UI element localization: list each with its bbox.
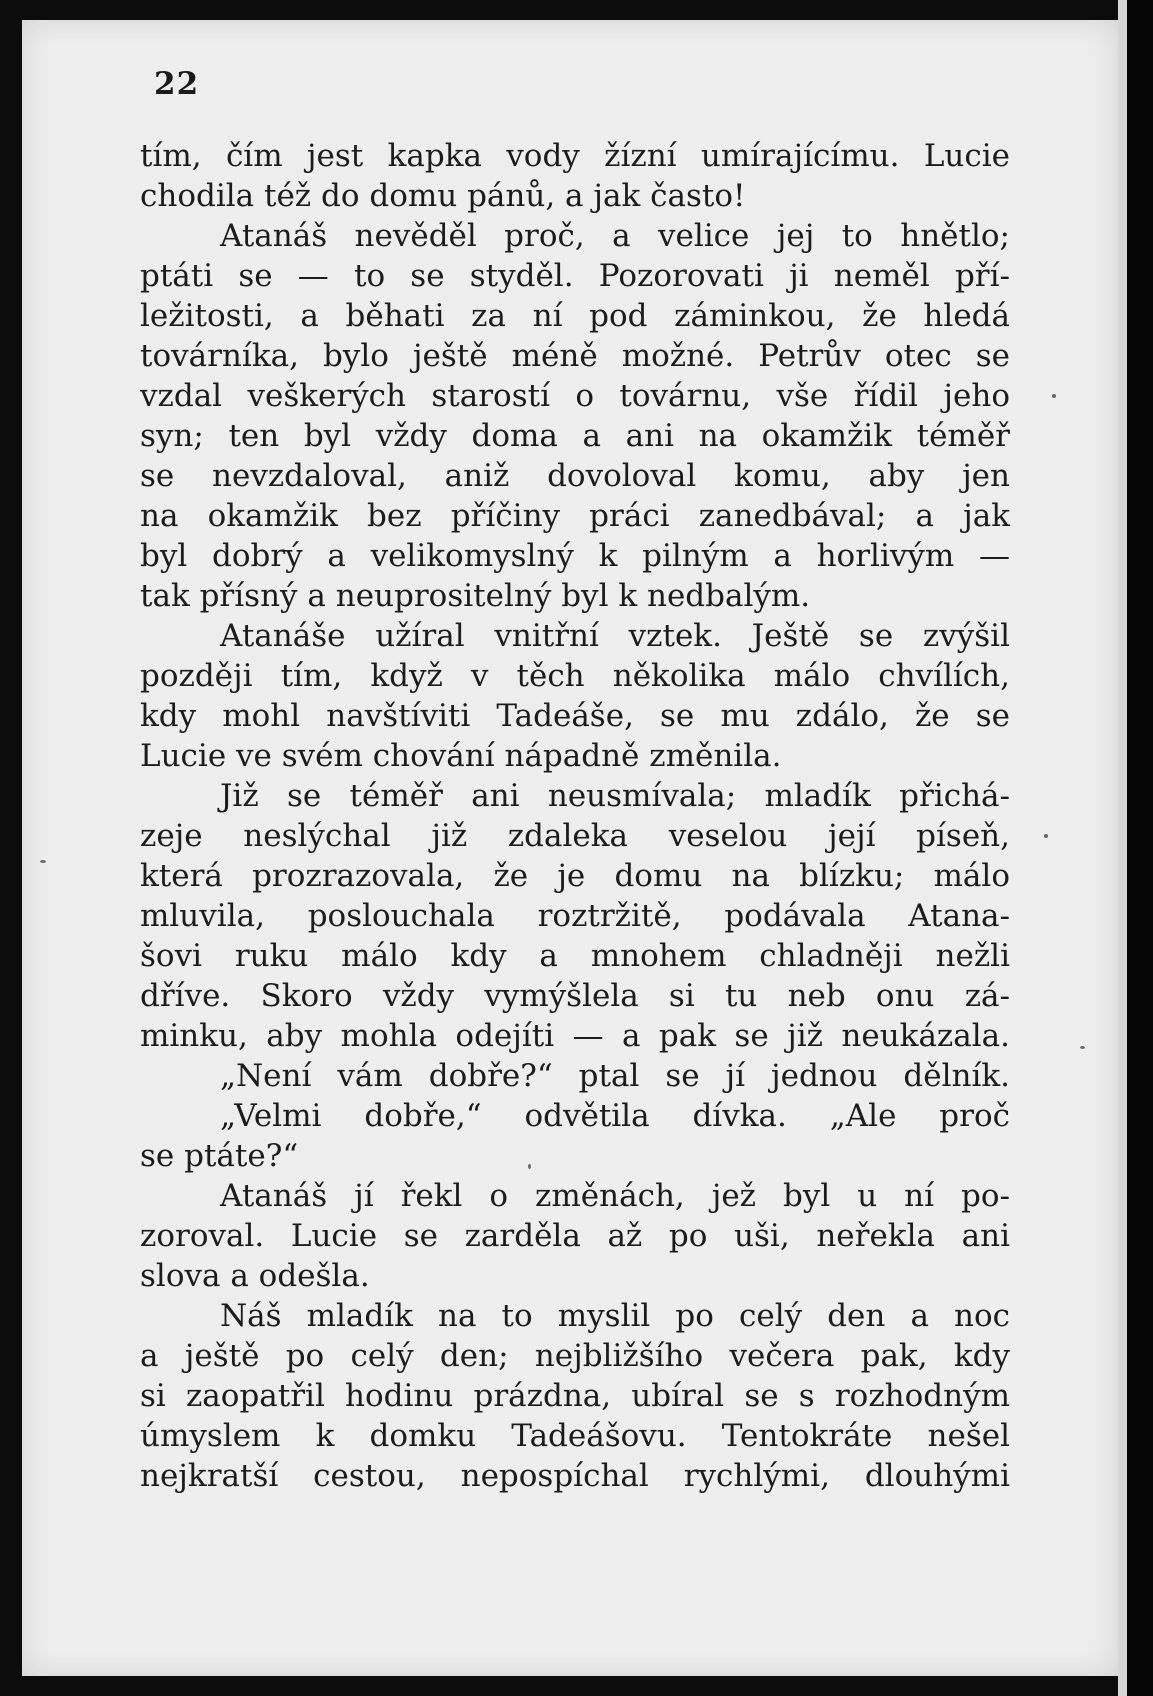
text-line: Již se téměř ani neusmívala; mladík přichá-	[220, 778, 1010, 814]
text-line: se ptáte?“	[140, 1138, 299, 1174]
text-line: později tím, když v těch několika málo chvílích,	[140, 658, 1010, 694]
paper-speck	[1080, 1046, 1085, 1049]
text-line: kdy mohl navštíviti Tadeáše, se mu zdálo, že se	[140, 698, 1010, 734]
text-line: „Velmi dobře,“ odvětila dívka. „Ale proč	[220, 1098, 1010, 1134]
text-line: tak přísný a neuprositelný byl k nedbalým.	[140, 578, 811, 614]
text-line: na okamžik bez příčiny práci zanedbával; a jak	[140, 498, 1010, 534]
body-text	[140, 136, 1010, 1496]
text-line: šovi ruku málo kdy a mnohem chladněji nežli	[140, 938, 1010, 974]
text-line: a ještě po celý den; nejbližšího večera pak, kdy	[140, 1338, 1010, 1374]
paper-speck	[528, 1164, 531, 1169]
paper-speck	[1044, 834, 1048, 838]
text-line: mluvila, poslouchala roztržitě, podávala Atana-	[140, 898, 1010, 934]
text-line: Atanáše užíral vnitřní vztek. Ještě se zvýšil	[220, 618, 1010, 654]
text-line: která prozrazovala, že je domu na blízku; málo	[140, 858, 1010, 894]
text-line: továrníka, bylo ještě méně možné. Petrův otec se	[140, 338, 1010, 374]
text-line: Atanáš jí řekl o změnách, jež byl u ní po-	[220, 1178, 1010, 1214]
text-line: nejkratší cestou, nepospíchal rychlými, dlouhými	[140, 1458, 1010, 1494]
paper-speck	[1052, 394, 1056, 398]
text-line: úmyslem k domku Tadeášovu. Tentokráte nešel	[140, 1418, 1010, 1454]
text-line: tím, čím jest kapka vody žízní umírajícímu. Lucie	[140, 138, 1010, 174]
text-line: vzdal veškerých starostí o továrnu, vše řídil jeho	[140, 378, 1010, 414]
text-line: ptáti se — to se styděl. Pozorovati ji neměl pří-	[140, 258, 1010, 294]
text-line: si zaopatřil hodinu prázdna, ubíral se s rozhodným	[140, 1378, 1010, 1414]
text-line: slova a odešla.	[140, 1258, 370, 1294]
text-line: „Není vám dobře?“ ptal se jí jednou dělník.	[220, 1058, 1010, 1094]
text-line: Náš mladík na to myslil po celý den a noc	[220, 1298, 1010, 1334]
text-line: zoroval. Lucie se zarděla až po uši, neřekla ani	[140, 1218, 1010, 1254]
text-line: zeje neslýchal již zdaleka veselou její píseň,	[140, 818, 1010, 854]
page-fold	[1118, 0, 1127, 1696]
page-number: 22	[154, 66, 200, 102]
text-line: dříve. Skoro vždy vymýšlela si tu neb onu zá-	[140, 978, 1010, 1014]
text-line: Atanáš nevěděl proč, a velice jej to hnětlo;	[220, 218, 1010, 254]
text-line: ležitosti, a běhati za ní pod záminkou, že hledá	[140, 298, 1010, 334]
text-line: Lucie ve svém chování nápadně změnila.	[140, 738, 782, 774]
text-line: chodila též do domu pánů, a jak často!	[140, 178, 746, 214]
paper-speck	[40, 860, 46, 863]
text-line: syn; ten byl vždy doma a ani na okamžik téměř	[140, 418, 1010, 454]
text-line: byl dobrý a velikomyslný k pilným a horlivým —	[140, 538, 1010, 574]
text-line: se nevzdaloval, aniž dovoloval komu, aby jen	[140, 458, 1010, 494]
text-line: minku, aby mohla odejíti — a pak se již neukázala.	[140, 1018, 1010, 1054]
gutter-shadow	[1127, 0, 1153, 1696]
